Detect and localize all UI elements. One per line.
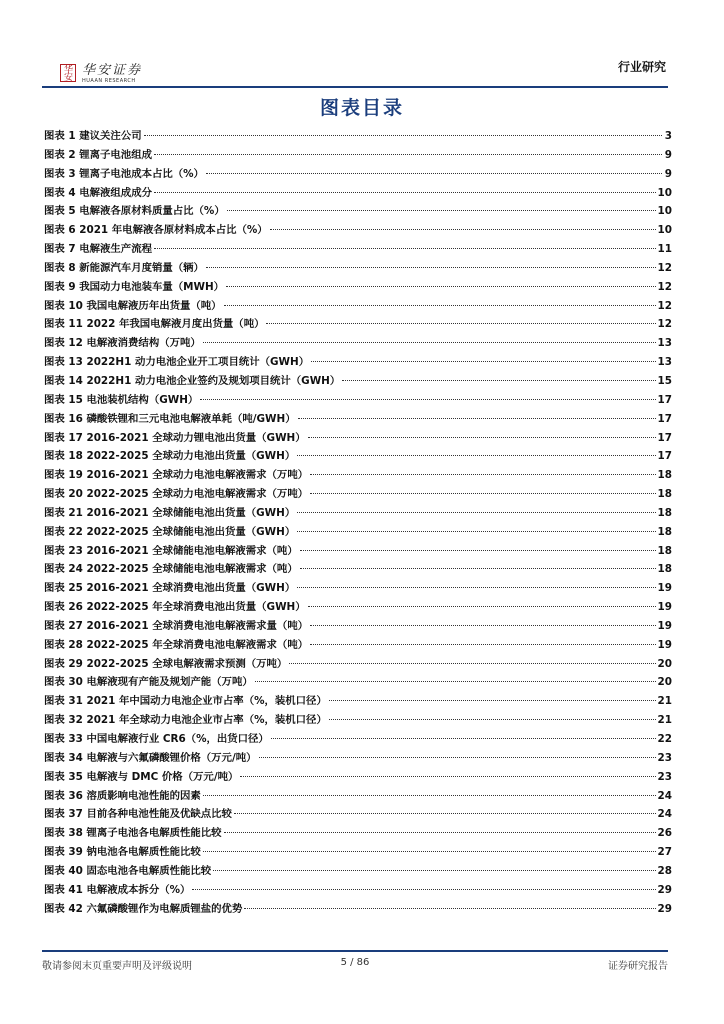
page-title: 图表目录 (319, 97, 404, 119)
toc-entry-label: 图表 22 2022-2025 全球储能电池出货量（GWH） (44, 525, 296, 538)
dot-leader (308, 606, 656, 607)
page-header (42, 54, 668, 88)
toc-entry-label: 图表 20 2022-2025 全球动力电池电解液需求（万吨） (44, 488, 309, 501)
toc-entry[interactable] (44, 768, 672, 787)
dot-leader (154, 248, 656, 249)
dot-leader (289, 663, 655, 664)
report-category: 行业研究 (617, 60, 666, 74)
toc-entry[interactable] (44, 862, 672, 881)
toc-entry[interactable] (44, 523, 672, 542)
dot-leader (240, 776, 655, 777)
toc-entry-label: 图表 9 我国动力电池装车量（MWH） (44, 280, 225, 293)
toc-entry[interactable] (44, 221, 672, 240)
logo-seal: 华安 (60, 64, 76, 82)
toc-entry-label: 图表 29 2022-2025 全球电解液需求预测（万吨） (44, 657, 288, 670)
toc-entry-page: 23 (657, 770, 672, 783)
toc-entry-page: 27 (657, 846, 672, 859)
toc-entry[interactable] (44, 466, 672, 485)
toc-entry[interactable] (44, 598, 672, 617)
toc-entry-page: 18 (657, 525, 672, 538)
toc-entry-label: 图表 26 2022-2025 年全球消费电池出货量（GWH） (44, 601, 306, 614)
toc-entry-page: 26 (657, 827, 672, 840)
toc-entry[interactable] (44, 843, 672, 862)
toc-entry[interactable] (44, 315, 672, 334)
toc-entry-label: 图表 30 电解液现有产能及规划产能（万吨） (44, 676, 253, 689)
dot-leader (310, 474, 655, 475)
toc-entry[interactable] (44, 805, 672, 824)
logo-text (82, 64, 142, 85)
dot-leader (297, 587, 655, 588)
toc-entry-label: 图表 15 电池装机结构（GWH） (44, 393, 199, 406)
toc-entry[interactable] (44, 447, 672, 466)
toc-entry-label: 图表 38 锂离子电池各电解质性能比较 (44, 827, 222, 840)
toc-entry[interactable] (44, 692, 672, 711)
dot-leader (308, 437, 656, 438)
toc-entry-page: 10 (657, 224, 672, 237)
report-type: 证券研究报告 (608, 961, 668, 972)
dot-leader (203, 342, 656, 343)
toc-entry-label: 图表 34 电解液与六氟磷酸锂价格（万元/吨） (44, 751, 257, 764)
toc-entry-label: 图表 3 锂离子电池成本占比（%） (44, 167, 204, 180)
toc-entry-page: 12 (657, 299, 672, 312)
dot-leader (203, 851, 656, 852)
toc-entry-label: 图表 18 2022-2025 全球动力电池出货量（GWH） (44, 450, 296, 463)
dot-leader (224, 305, 656, 306)
toc-entry-label: 图表 16 磷酸铁锂和三元电池电解液单耗（吨/GWH） (44, 412, 296, 425)
dot-leader (255, 681, 656, 682)
toc-entry-page: 15 (657, 374, 672, 387)
toc-entry-page: 17 (657, 431, 672, 444)
toc-entry[interactable] (44, 542, 672, 561)
dot-leader (297, 531, 655, 532)
toc-entry[interactable] (44, 730, 672, 749)
toc-entry-label: 图表 40 固态电池各电解质性能比较 (44, 864, 212, 877)
toc-entry-page: 11 (657, 243, 672, 256)
toc-entry-label: 图表 11 2022 年我国电解液月度出货量（吨） (44, 318, 265, 331)
toc-entry-page: 13 (657, 356, 672, 369)
toc-entry-page: 23 (657, 751, 672, 764)
toc-entry[interactable] (44, 146, 672, 165)
dot-leader (329, 719, 656, 720)
dot-leader (297, 455, 655, 456)
company-logo (60, 64, 142, 85)
dot-leader (310, 644, 655, 645)
toc-entry-label: 图表 10 我国电解液历年出货量（吨） (44, 299, 222, 312)
dot-leader (342, 380, 655, 381)
toc-entry-label: 图表 5 电解液各原材料质量占比（%） (44, 205, 225, 218)
footer-divider (42, 950, 668, 952)
toc-entry-page: 3 (664, 130, 672, 142)
toc-entry-page: 24 (657, 808, 672, 821)
toc-entry-label: 图表 23 2016-2021 全球储能电池电解液需求（吨） (44, 544, 298, 557)
toc-entry[interactable] (44, 429, 672, 448)
toc-entry-label: 图表 42 六氟磷酸锂作为电解质锂盐的优势 (44, 902, 243, 915)
toc-entry-label: 图表 27 2016-2021 全球消费电池电解液需求量（吨） (44, 619, 309, 632)
toc-entry-page: 29 (657, 883, 672, 896)
toc-entry[interactable] (44, 184, 672, 203)
toc-entry-page: 10 (657, 205, 672, 218)
toc-entry-label: 图表 24 2022-2025 全球储能电池电解液需求（吨） (44, 563, 298, 576)
toc-entry-label: 图表 25 2016-2021 全球消费电池出货量（GWH） (44, 582, 296, 595)
toc-entry[interactable] (44, 824, 672, 843)
toc-entry-page: 18 (657, 506, 672, 519)
toc-entry[interactable] (44, 485, 672, 504)
toc-entry-page: 19 (657, 601, 672, 614)
dot-leader (298, 418, 656, 419)
toc-entry[interactable] (44, 165, 672, 184)
toc-entry-page: 17 (657, 393, 672, 406)
toc-entry[interactable] (44, 504, 672, 523)
toc-entry[interactable] (44, 749, 672, 768)
toc-entry-label: 图表 8 新能源汽车月度销量（辆） (44, 261, 204, 274)
toc-entry-page: 24 (657, 789, 672, 802)
toc-entry-label: 图表 41 电解液成本拆分（%） (44, 883, 191, 896)
toc-entry-label: 图表 31 2021 年中国动力电池企业市占率（%，装机口径） (44, 695, 327, 708)
toc-entry[interactable] (44, 278, 672, 297)
dot-leader (310, 625, 655, 626)
dot-leader (227, 210, 656, 211)
toc-entry[interactable] (44, 353, 672, 372)
dot-leader (203, 795, 656, 796)
toc-entry-page: 17 (657, 450, 672, 463)
toc-entry-page: 18 (657, 469, 672, 482)
toc-entry-page: 20 (657, 676, 672, 689)
toc-entry-label: 图表 37 目前各种电池性能及优缺点比较 (44, 808, 232, 821)
dot-leader (300, 568, 656, 569)
dot-leader (144, 135, 662, 136)
dot-leader (226, 286, 655, 287)
table-of-figures (44, 127, 672, 918)
toc-entry-label: 图表 19 2016-2021 全球动力电池电解液需求（万吨） (44, 469, 309, 482)
dot-leader (192, 889, 655, 890)
toc-entry[interactable] (44, 240, 672, 259)
toc-entry-page: 17 (657, 412, 672, 425)
header-divider (42, 86, 668, 88)
toc-entry-label: 图表 39 钠电池各电解质性能比较 (44, 846, 201, 859)
toc-entry[interactable] (44, 560, 672, 579)
toc-entry[interactable] (44, 410, 672, 429)
toc-entry-label: 图表 14 2022H1 动力电池企业签约及规划项目统计（GWH） (44, 374, 341, 387)
toc-entry[interactable] (44, 334, 672, 353)
dot-leader (213, 870, 655, 871)
toc-entry-page: 19 (657, 582, 672, 595)
dot-leader (270, 229, 656, 230)
dot-leader (244, 908, 655, 909)
dot-leader (329, 700, 656, 701)
toc-entry[interactable] (44, 202, 672, 221)
toc-entry[interactable] (44, 881, 672, 900)
toc-entry[interactable] (44, 787, 672, 806)
toc-entry[interactable] (44, 655, 672, 674)
brand-name-cn: 华安证券 (82, 63, 143, 78)
toc-entry-page: 9 (664, 167, 672, 180)
toc-entry[interactable] (44, 259, 672, 278)
toc-entry-label: 图表 33 中国电解液行业 CR6（%，出货口径） (44, 733, 269, 745)
toc-entry-label: 图表 32 2021 年全球动力电池企业市占率（%，装机口径） (44, 714, 327, 727)
page-number: 5 / 86 (340, 957, 370, 968)
toc-entry-page: 19 (657, 619, 672, 632)
dot-leader (224, 832, 656, 833)
toc-entry-label: 图表 35 电解液与 DMC 价格（万元/吨） (44, 770, 239, 783)
toc-entry-page: 13 (657, 337, 672, 350)
page-footer (42, 950, 668, 980)
toc-entry-label: 图表 17 2016-2021 全球动力锂电池出货量（GWH） (44, 431, 306, 444)
dot-leader (200, 399, 655, 400)
dot-leader (206, 173, 662, 174)
toc-entry-page: 12 (657, 280, 672, 293)
dot-leader (310, 493, 655, 494)
toc-entry[interactable] (44, 297, 672, 316)
toc-entry[interactable] (44, 617, 672, 636)
toc-entry-label: 图表 4 电解液组成成分 (44, 186, 152, 199)
dot-leader (154, 154, 662, 155)
toc-entry[interactable] (44, 900, 672, 919)
toc-entry-label: 图表 12 电解液消费结构（万吨） (44, 337, 201, 350)
toc-entry-page: 12 (657, 318, 672, 331)
toc-entry-label: 图表 21 2016-2021 全球储能电池出货量（GWH） (44, 506, 296, 519)
toc-entry-label: 图表 1 建议关注公司 (44, 130, 142, 142)
toc-entry-page: 18 (657, 563, 672, 576)
toc-entry[interactable] (44, 673, 672, 692)
toc-entry-label: 图表 6 2021 年电解液各原材料成本占比（%） (44, 224, 268, 237)
toc-entry[interactable] (44, 579, 672, 598)
toc-entry-page: 18 (657, 544, 672, 557)
toc-entry-page: 12 (657, 261, 672, 274)
toc-entry-page: 20 (657, 657, 672, 670)
toc-entry-label: 图表 13 2022H1 动力电池企业开工项目统计（GWH） (44, 356, 310, 369)
dot-leader (311, 361, 655, 362)
dot-leader (266, 323, 655, 324)
toc-entry-page: 19 (657, 638, 672, 651)
toc-entry-page: 29 (657, 902, 672, 915)
toc-entry-page: 28 (657, 864, 672, 877)
disclaimer-note: 敬请参阅末页重要声明及评级说明 (42, 961, 192, 972)
toc-entry-label: 图表 7 电解液生产流程 (44, 243, 152, 256)
toc-entry-page: 10 (657, 186, 672, 199)
toc-entry[interactable] (44, 127, 672, 146)
toc-entry-label: 图表 28 2022-2025 年全球消费电池电解液需求（吨） (44, 638, 309, 651)
brand-name-en: HUAAN RESEARCH (82, 78, 136, 84)
dot-leader (154, 192, 656, 193)
dot-leader (300, 550, 656, 551)
toc-entry[interactable] (44, 391, 672, 410)
toc-entry-page: 22 (657, 733, 672, 745)
dot-leader (297, 512, 655, 513)
toc-entry[interactable] (44, 636, 672, 655)
toc-entry-page: 9 (664, 148, 672, 161)
toc-entry-page: 18 (657, 488, 672, 501)
toc-entry-page: 21 (657, 714, 672, 727)
toc-entry-page: 21 (657, 695, 672, 708)
dot-leader (234, 813, 656, 814)
dot-leader (271, 738, 656, 739)
toc-entry-label: 图表 36 溶质影响电池性能的因素 (44, 789, 201, 802)
toc-entry[interactable] (44, 372, 672, 391)
dot-leader (259, 757, 656, 758)
toc-entry-label: 图表 2 锂离子电池组成 (44, 148, 152, 161)
toc-entry[interactable] (44, 711, 672, 730)
dot-leader (206, 267, 656, 268)
